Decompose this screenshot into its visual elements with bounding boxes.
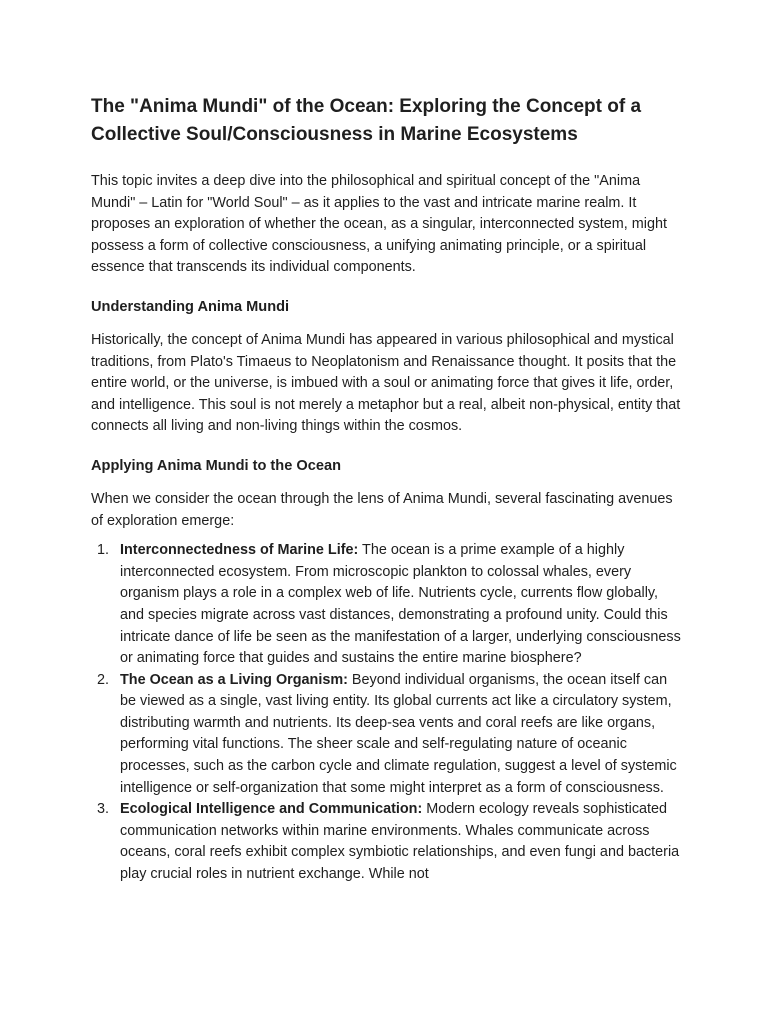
list-item-heading: Interconnectedness of Marine Life:	[120, 542, 359, 559]
list-item-text: Beyond individual organisms, the ocean itself can be viewed as a single, vast living entity. Its global currents act like a circulatory system, distributing warmth and nutrients. Its deep-sea vents and coral reefs are like organs, performing vital functions. The sheer scale and self-regulating nature of oceanic processes, such as the carbon cycle and climate regulation, suggest a level of systemic intelligence or self-organization that some might interpret as a form of consciousness.	[120, 671, 677, 796]
list-item-number: 1.	[97, 542, 110, 559]
list-item	[91, 540, 681, 670]
section-heading-understanding: Understanding Anima Mundi	[91, 298, 290, 315]
list-item-heading: Ecological Intelligence and Communication:	[120, 801, 423, 818]
list-item	[91, 799, 681, 885]
section-paragraph-applying: When we consider the ocean through the lens of Anima Mundi, several fascinating avenues of exploration emerge:	[91, 490, 673, 529]
intro-paragraph: This topic invites a deep dive into the philosophical and spiritual concept of the "Anima Mundi" – Latin for "World Soul" – as it applies to the vast and intricate marine realm. It proposes an exploration of whether the ocean, as a singular, interconnected system, might possess a form of collective consciousness, a unifying animating principle, or a spiritual essence that transcends its individual components.	[91, 173, 667, 276]
list-item-number: 2.	[97, 671, 110, 688]
list-item-text: Modern ecology reveals sophisticated communication networks within marine environments. Whales communicate across oceans, coral reefs exhibit complex symbiotic relationships, and even fungi and bacteria play crucial roles in nutrient exchange. While not	[120, 801, 680, 883]
section-paragraph-understanding: Historically, the concept of Anima Mundi has appeared in various philosophical and mystical traditions, from Plato's Timaeus to Neoplatonism and Renaissance thought. It posits that the entire world, or the universe, is imbued with a soul or animating force that gives it life, order, and intelligence. This soul is not merely a metaphor but a real, albeit non-physical, entity that connects all living and non-living things within the cosmos.	[91, 331, 681, 435]
exploration-list	[91, 540, 681, 886]
section-heading-applying: Applying Anima Mundi to the Ocean	[91, 457, 341, 474]
list-item-number: 3.	[97, 801, 110, 818]
document-title: The "Anima Mundi" of the Ocean: Exploring the Concept of a Collective Soul/Consciousness in Marine Ecosystems	[91, 96, 642, 145]
document-body	[91, 93, 681, 886]
list-item	[91, 670, 681, 800]
list-item-text: The ocean is a prime example of a highly interconnected ecosystem. From microscopic plankton to colossal whales, every organism plays a role in a complex web of life. Nutrients cycle, currents flow globally, and species migrate across vast distances, demonstrating a profound unity. Could this intricate dance of life be seen as the manifestation of a larger, underlying consciousness or animating force that guides and sustains the entire marine biosphere?	[120, 542, 681, 667]
list-item-heading: The Ocean as a Living Organism:	[120, 671, 348, 688]
